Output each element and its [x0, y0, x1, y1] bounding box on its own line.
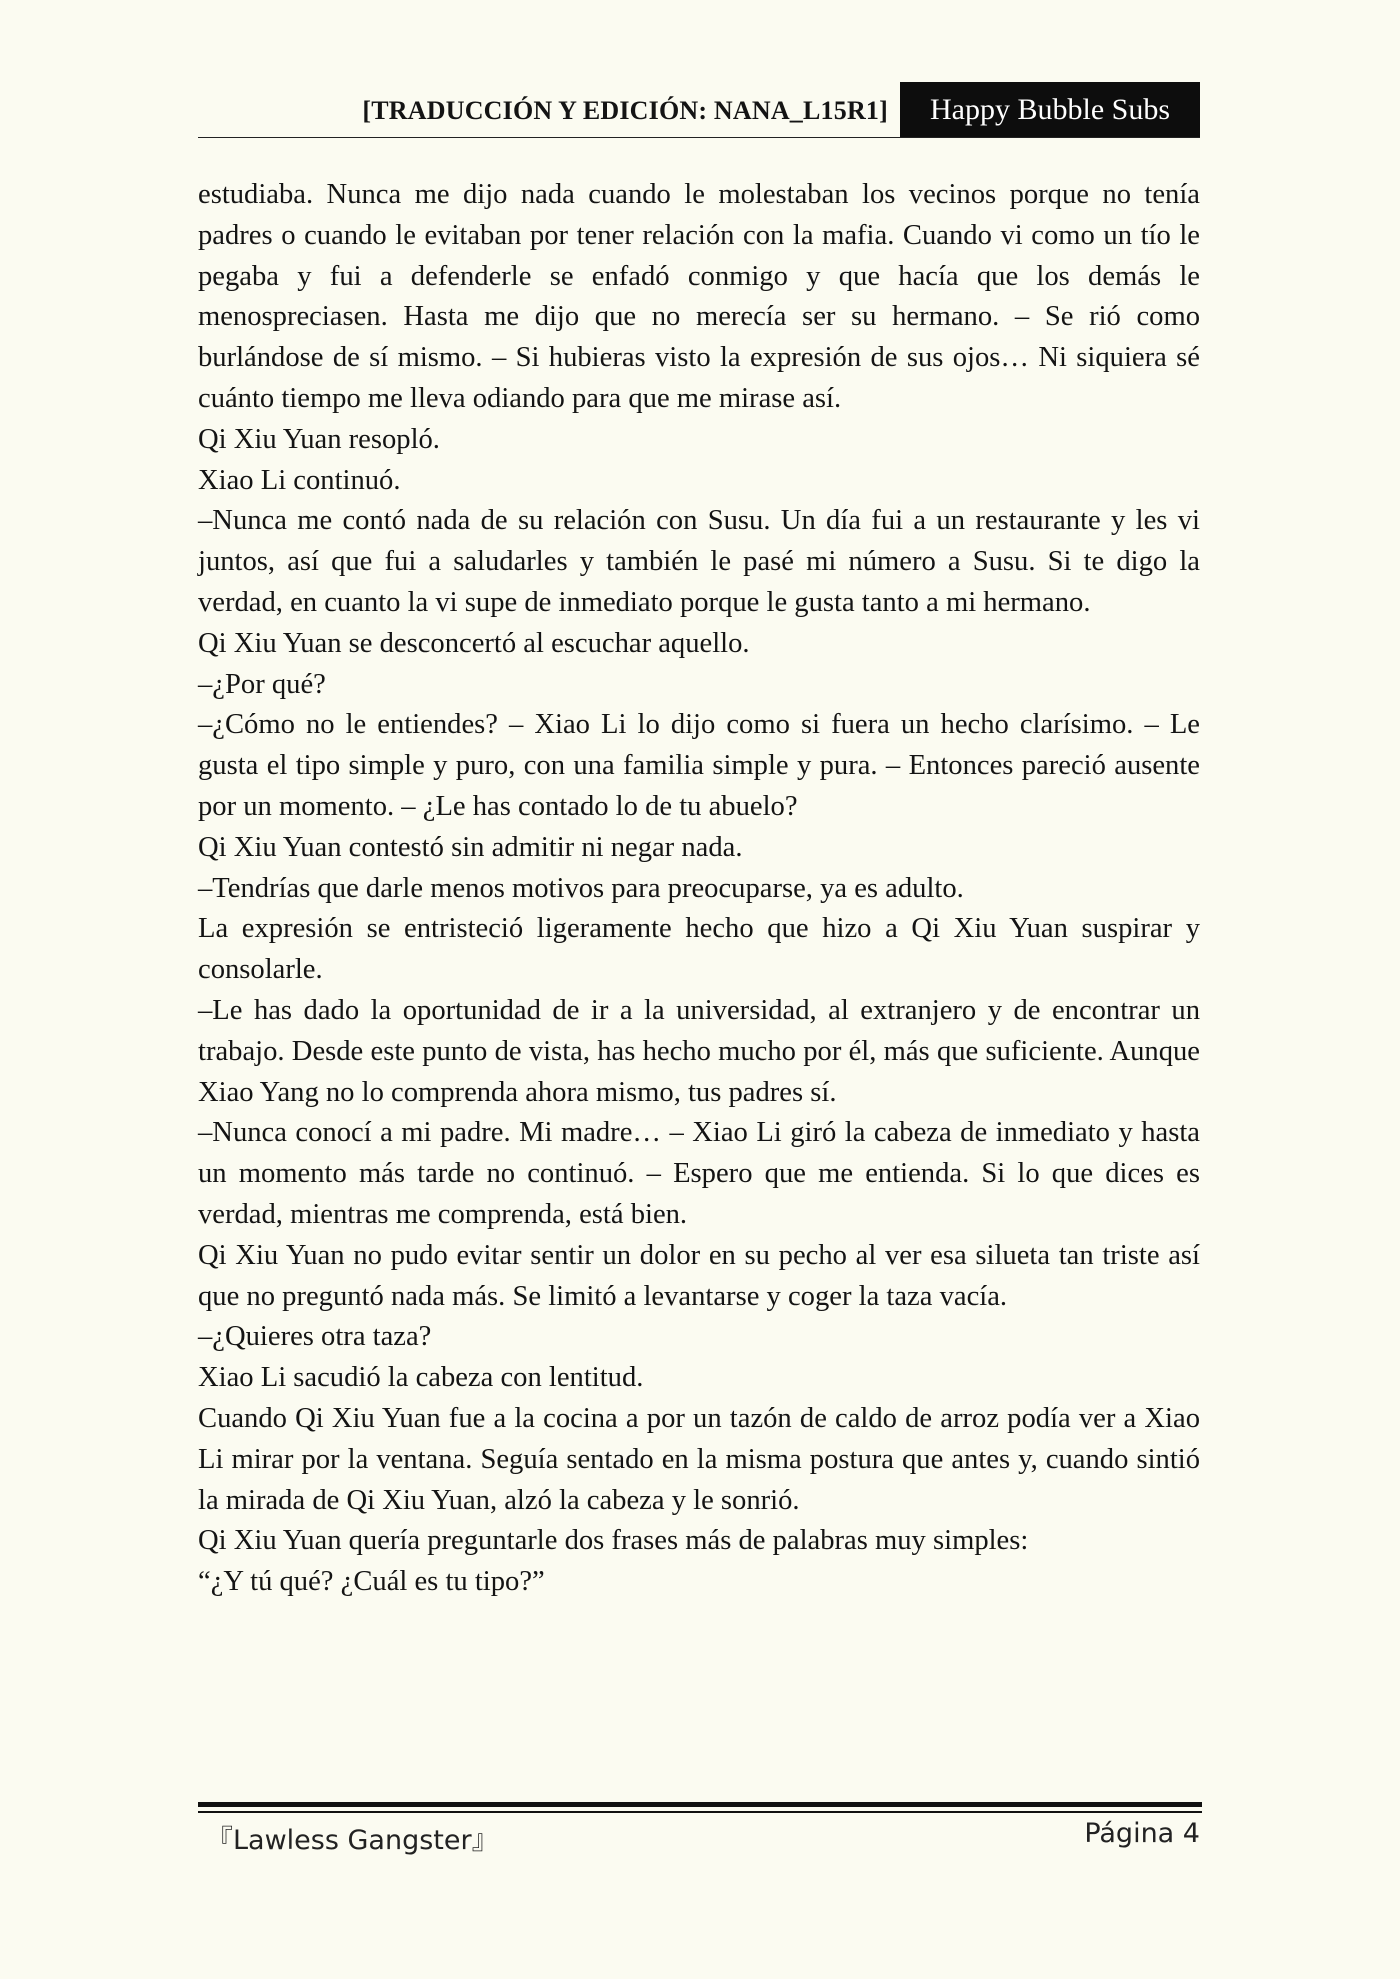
- paragraph: –Tendrías que darle menos motivos para preocuparse, ya es adulto.: [198, 872, 964, 904]
- page-number: Página 4: [1084, 1818, 1200, 1849]
- paragraph: Qi Xiu Yuan contestó sin admitir ni negar nada.: [198, 831, 743, 863]
- paragraph: Xiao Li continuó.: [198, 464, 401, 496]
- paragraph: Qi Xiu Yuan quería preguntarle dos frases más de palabras muy simples:: [198, 1525, 1029, 1557]
- paragraph: Qi Xiu Yuan no pudo evitar sentir un dolor en su pecho al ver esa silueta tan triste así que no preguntó nada más. Se limitó a levantarse y coger la taza vacía.: [198, 1239, 1200, 1312]
- footer-divider-thin: [198, 1811, 1202, 1813]
- footer-divider-thick: [198, 1802, 1202, 1807]
- paragraph: –¿Cómo no le entiendes? – Xiao Li lo dijo como si fuera un hecho clarísimo. – Le gusta el tipo simple y puro, con una familia simple y pura. – Entonces pareció ausente por un momento. – ¿Le has contado lo de tu abuelo?: [198, 709, 1200, 822]
- paragraph: –Nunca conocí a mi padre. Mi madre… – Xiao Li giró la cabeza de inmediato y hasta un momento más tarde no continuó. – Espero que me entienda. Si lo que dices es verdad, mientras me comprenda, está bien.: [198, 1117, 1200, 1230]
- translation-credit: [TRADUCCIÓN Y EDICIÓN: NANA_L15R1]: [362, 96, 888, 125]
- paragraph: Qi Xiu Yuan se desconcertó al escuchar aquello.: [198, 627, 750, 659]
- paragraph: –¿Por qué?: [198, 668, 326, 700]
- paragraph: –Nunca me contó nada de su relación con Susu. Un día fui a un restaurante y les vi juntos, así que fui a saludarles y también le pasé mi número a Susu. Si te digo la verdad, en cuanto la vi supe de inmediato porque le gusta tanto a mi hermano.: [198, 505, 1200, 618]
- paragraph: –¿Quieres otra taza?: [198, 1321, 432, 1353]
- page-body: [198, 175, 1200, 1603]
- paragraph: Cuando Qi Xiu Yuan fue a la cocina a por un tazón de caldo de arroz podía ver a Xiao Li mirar por la ventana. Seguía sentado en la misma postura que antes y, cuando sintió la mirada de Qi Xiu Yuan, alzó la cabeza y le sonrió.: [198, 1402, 1200, 1516]
- page-header: [198, 82, 1200, 138]
- book-title: 『Lawless Gangster』: [206, 1825, 499, 1856]
- group-name-badge: Happy Bubble Subs: [900, 82, 1200, 138]
- paragraph: Qi Xiu Yuan resopló.: [198, 423, 440, 455]
- header-divider: [198, 137, 1200, 138]
- paragraph: La expresión se entristeció ligeramente hecho que hizo a Qi Xiu Yuan suspirar y consolarle.: [198, 913, 1200, 986]
- paragraph: estudiaba. Nunca me dijo nada cuando le molestaban los vecinos porque no tenía padres o cuando le evitaban por tener relación con la mafia. Cuando vi como un tío le pegaba y fui a defenderle se enfadó conmigo y que hacía que los demás le menospreciasen. Hasta me dijo que no merecía ser su hermano. – Se rió como burlándose de sí mismo. – Si hubieras visto la expresión de sus ojos… Ni siquiera sé cuánto tiempo me lleva odiando para que me mirase así.: [198, 179, 1200, 414]
- paragraph: Xiao Li sacudió la cabeza con lentitud.: [198, 1362, 644, 1394]
- paragraph: “¿Y tú qué? ¿Cuál es tu tipo?”: [198, 1566, 545, 1598]
- paragraph: –Le has dado la oportunidad de ir a la universidad, al extranjero y de encontrar un trabajo. Desde este punto de vista, has hecho mucho por él, más que suficiente. Aunque Xiao Yang no lo comprenda ahora mismo, tus padres sí.: [198, 994, 1200, 1108]
